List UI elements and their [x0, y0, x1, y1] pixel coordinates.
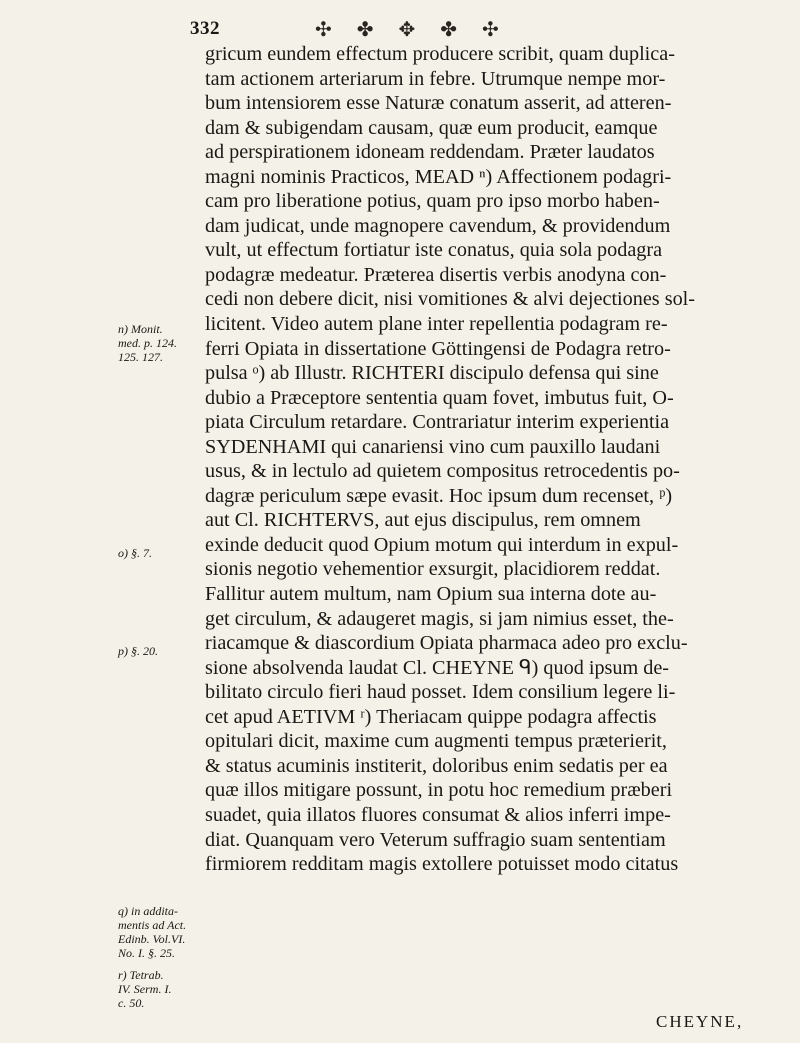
text-line: dam & subigendam causam, quæ eum producit, eamque — [205, 116, 658, 139]
text-line: dubio a Præceptore sententia quam fovet, imbutus fuit, O- — [205, 386, 674, 409]
text-line: magni nominis Practicos, MEAD ⁿ) Affectionem podagri- — [205, 165, 672, 188]
margin-note-r — [118, 968, 171, 1010]
note-line: c. 50. — [118, 996, 145, 1010]
page-header — [190, 12, 710, 46]
text-line: cedi non debere dicit, nisi vomitiones & alvi dejectiones sol- — [205, 288, 695, 311]
text-line: ad perspirationem idoneam reddendam. Præter laudatos — [205, 141, 655, 164]
note-line: q) in addita- — [118, 904, 178, 918]
margin-note-q — [118, 904, 186, 960]
note-line: o) §. 7. — [118, 546, 152, 560]
note-line: Edinb. Vol.VI. — [118, 932, 186, 946]
text-line: get circulum, & adaugeret magis, si jam nimius esset, the- — [205, 607, 674, 630]
margin-note-n — [118, 322, 177, 364]
text-line: Fallitur autem multum, nam Opium sua interna dote au- — [205, 583, 657, 606]
text-line: podagræ medeatur. Præterea disertis verbis anodyna con- — [205, 263, 667, 286]
text-line: riacamque & diascordium Opiata pharmaca adeo pro exclu- — [205, 632, 688, 655]
text-line: piata Circulum retardare. Contrariatur interim experientia — [205, 411, 670, 434]
text-line: ferri Opiata in dissertatione Göttingensi de Podagra retro- — [205, 337, 671, 360]
note-line: n) Monit. — [118, 322, 163, 336]
text-line: suadet, quia illatos fluores consumat & alios inferri impe- — [205, 803, 671, 826]
text-line: vult, ut effectum fortiatur iste conatus, quia sola podagra — [205, 239, 663, 262]
text-line: gricum eundem effectum producere scribit, quam duplica- — [205, 43, 675, 65]
body-text — [205, 42, 750, 877]
text-line: & status acuminis institerit, doloribus enim sedatis per ea — [205, 754, 668, 777]
note-line: r) Tetrab. — [118, 968, 164, 982]
text-line: cet apud AETIVM ʳ) Theriacam quippe podagra affectis — [205, 705, 657, 728]
note-line: No. I. §. 25. — [118, 946, 175, 960]
catchword: CHEYNE, — [656, 1012, 744, 1031]
text-line: dagræ periculum sæpe evasit. Hoc ipsum dum recenset, ᵖ) — [205, 484, 673, 507]
text-line: exinde deducit quod Opium motum qui interdum in expul- — [205, 533, 679, 556]
text-line: firmiorem redditam magis extollere potuisset modo citatus — [205, 853, 679, 876]
text-line: diat. Quanquam vero Veterum suffragio suam sententiam — [205, 828, 666, 851]
text-line: opitulari dicit, maxime cum augmenti tempus præterierit, — [205, 730, 667, 753]
text-line: pulsa ᵒ) ab Illustr. RICHTERI discipulo defensa qui sine — [205, 362, 659, 385]
note-line: med. p. 124. — [118, 336, 177, 350]
note-line: IV. Serm. I. — [118, 982, 172, 996]
note-line: mentis ad Act. — [118, 918, 187, 932]
text-line: sione absolvenda laudat Cl. CHEYNE ᑫ) quod ipsum de- — [205, 656, 670, 679]
margin-note-p — [118, 644, 158, 658]
text-line: bilitato circulo fieri haud posset. Idem consilium legere li- — [205, 681, 676, 704]
text-line: quæ illos mitigare possunt, in potu hoc remedium præberi — [205, 779, 673, 802]
text-line: bum intensiorem esse Naturæ conatum asserit, ad atteren- — [205, 92, 672, 115]
note-line: p) §. 20. — [118, 644, 158, 658]
text-line: aut Cl. RICHTERVS, aut ejus discipulus, rem omnem — [205, 509, 641, 532]
text-line: sionis negotio vehementior exsurgit, placidiorem reddat. — [205, 558, 661, 581]
margin-note-o — [118, 546, 152, 560]
page-number: 332 — [190, 18, 220, 39]
text-line: usus, & in lectulo ad quietem compositus retrocedentis po- — [205, 460, 680, 483]
text-line: cam pro liberatione potius, quam pro ipso morbo haben- — [205, 190, 660, 213]
text-line: tam actionem arteriarum in febre. Utrumque nempe mor- — [205, 67, 666, 90]
text-line: dam judicat, unde magnopere cavendum, & providendum — [205, 214, 671, 237]
note-line: 125. 127. — [118, 350, 163, 364]
text-line: SYDENHAMI qui canariensi vino cum pauxillo laudani — [205, 435, 661, 458]
header-ornament: ✣ ✤ ✥ ✤ ✣ — [315, 18, 509, 41]
text-line: licitent. Video autem plane inter repellentia podagram re- — [205, 313, 668, 336]
